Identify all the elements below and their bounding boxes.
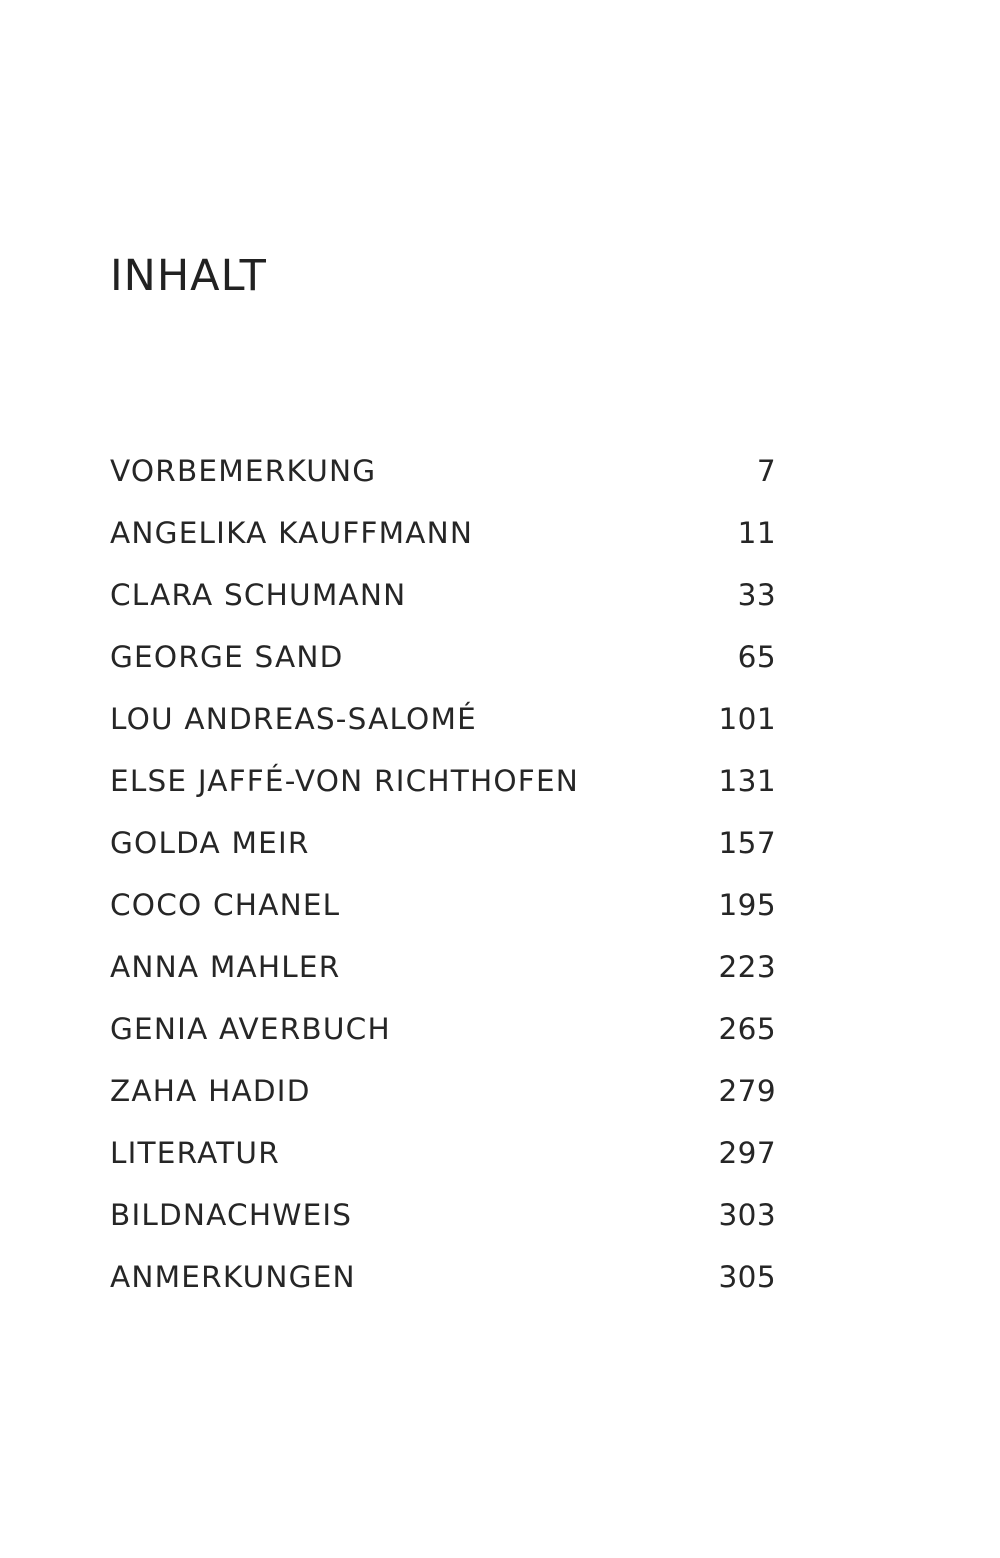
toc-entry bbox=[110, 576, 776, 638]
toc-entry-title: COCO CHANEL bbox=[110, 888, 341, 922]
toc-entry bbox=[110, 762, 776, 824]
toc-entry-page: 7 bbox=[756, 454, 776, 488]
toc-entry bbox=[110, 1010, 776, 1072]
toc-entry-page: 65 bbox=[737, 640, 776, 674]
toc-entry-page: 279 bbox=[718, 1074, 776, 1108]
toc-entry-page: 195 bbox=[718, 888, 776, 922]
toc-entry bbox=[110, 638, 776, 700]
toc-entry-title: VORBEMERKUNG bbox=[110, 454, 377, 488]
toc-entry bbox=[110, 824, 776, 886]
toc-entry bbox=[110, 452, 776, 514]
toc-entry-title: ZAHA HADID bbox=[110, 1074, 311, 1108]
toc-entry-page: 157 bbox=[718, 826, 776, 860]
toc-entry-page: 33 bbox=[737, 578, 776, 612]
toc-entry-title: LOU ANDREAS-SALOMÉ bbox=[110, 702, 477, 736]
toc-entry-page: 265 bbox=[718, 1012, 776, 1046]
toc-entry-title: GEORGE SAND bbox=[110, 640, 344, 674]
toc-entry-page: 101 bbox=[718, 702, 776, 736]
toc-entry-page: 131 bbox=[718, 764, 776, 798]
toc-entry-title: ELSE JAFFÉ-VON RICHTHOFEN bbox=[110, 764, 580, 798]
toc-entry-title: GOLDA MEIR bbox=[110, 826, 310, 860]
toc-entry-title: CLARA SCHUMANN bbox=[110, 578, 407, 612]
toc-entry bbox=[110, 948, 776, 1010]
toc-entry bbox=[110, 1196, 776, 1258]
toc-entry bbox=[110, 1072, 776, 1134]
toc-entry bbox=[110, 886, 776, 948]
toc-entry bbox=[110, 1258, 776, 1320]
toc-entry-title: ANNA MAHLER bbox=[110, 950, 341, 984]
toc-entry-page: 303 bbox=[718, 1198, 776, 1232]
toc-entry-page: 297 bbox=[718, 1136, 776, 1170]
toc-entry-title: BILDNACHWEIS bbox=[110, 1198, 353, 1232]
toc-entry-title: ANMERKUNGEN bbox=[110, 1260, 356, 1294]
toc-entry bbox=[110, 514, 776, 576]
toc-entry bbox=[110, 700, 776, 762]
toc-entry-page: 11 bbox=[737, 516, 776, 550]
toc-entry-title: GENIA AVERBUCH bbox=[110, 1012, 391, 1046]
toc-entry-title: ANGELIKA KAUFFMANN bbox=[110, 516, 474, 550]
toc-entry-page: 305 bbox=[718, 1260, 776, 1294]
toc-entry-title: LITERATUR bbox=[110, 1136, 280, 1170]
toc-entry bbox=[110, 1134, 776, 1196]
page-title: INHALT bbox=[110, 251, 267, 301]
toc-entry-page: 223 bbox=[718, 950, 776, 984]
table-of-contents bbox=[110, 452, 776, 1320]
